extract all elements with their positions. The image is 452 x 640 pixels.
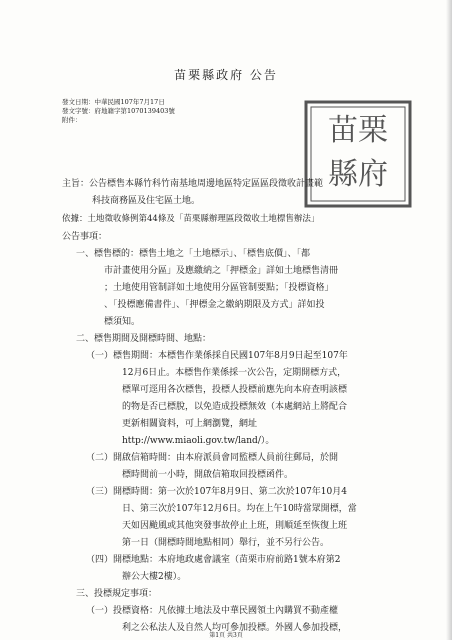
- svg-text:苗栗: 苗栗: [328, 113, 388, 148]
- item-line: 標單可逕用各次標售，投標人投標前應先向本府查明該標: [122, 385, 348, 395]
- item-line: 一、標售標的：標售土地之「土地標示」、「標售底價」、「都: [76, 249, 311, 259]
- svg-text:縣府: 縣府: [328, 157, 388, 192]
- item-line: （一）投標資格：凡依據土地法及中華民國領土內購買不動產權: [86, 606, 339, 616]
- scan-edge-shadow: [446, 0, 452, 640]
- item-line: （一）標售期間：本標售作業係採自民國107年8月9日起至107年: [86, 351, 348, 361]
- item-line: 辦公大樓2樓）。: [122, 572, 187, 582]
- item-line: 日、第三次於107年12月6日。均在上午10時當眾開標，當: [122, 504, 357, 514]
- item-line: 市計畫使用分區」及應繳納之「押標金」詳如土地標售清冊: [104, 266, 339, 276]
- official-seal-stamp: [302, 98, 414, 210]
- basis-line: 依據：土地徵收條例第44條及「苗栗縣辦理區段徵收土地標售辦法」: [62, 214, 320, 224]
- document-number: 發文字號：府地籍字第1070139403號: [62, 107, 175, 115]
- item-line: ；土地使用管制詳如土地使用分區管制要點；「投標資格」: [104, 283, 334, 293]
- page-number: 第1頁 共3頁: [209, 632, 243, 639]
- item-line: 更新相關資料，可上網瀏覽，網址: [122, 419, 258, 429]
- item-line: 的物是否已標脫，以免造成投標無效（本處網站上將配合: [122, 402, 348, 412]
- item-line: （二）開啟信箱時間：由本府派員會同監標人員前往郵局，於開: [86, 453, 339, 463]
- attachment-field: 附件：: [62, 116, 82, 124]
- subject-line-1: 主旨：公告標售本縣竹科竹南基地周邊地區特定區區段徵收計畫範: [62, 179, 324, 189]
- item-line: 天如因颱風或其他突發事故停止上班，則順延至恢復上班: [122, 521, 348, 531]
- item-line: http://www.miaoli.gov.tw/land/）。: [122, 436, 275, 446]
- document-title: 苗栗縣政府 公告: [174, 68, 278, 82]
- item-line: 三、投標規定事項：: [76, 589, 158, 599]
- subject-line-2: 科技商務區及住宅區土地。: [92, 196, 201, 206]
- items-heading: 公告事項：: [62, 232, 108, 242]
- item-line: 利之公私法人及自然人均可參加投標。外國人參加投標，: [122, 623, 348, 633]
- item-line: 、「投標應備書件」、「押標金之繳納期限及方式」詳如投: [104, 300, 325, 310]
- item-line: （四）開標地點：本府地政處會議室（苗栗市府前路1號本府第2: [86, 555, 341, 565]
- item-line: （三）開標時間：第一次於107年8月9日、第二次於107年10月4: [86, 487, 347, 497]
- item-line: 二、標售期間及開標時間、地點：: [76, 334, 212, 344]
- issue-date: 發文日期：中華民國107年7月17日: [62, 98, 165, 106]
- item-line: 標時間前一小時，開啟信箱取回投標函件。: [122, 470, 294, 480]
- item-line: 標須知。: [104, 317, 141, 327]
- item-line: 12月6日止。本標售作業係採一次公告，定期開標方式，: [122, 368, 347, 378]
- item-line: 第一日（開標時間地點相同）舉行，並不另行公告。: [122, 538, 330, 548]
